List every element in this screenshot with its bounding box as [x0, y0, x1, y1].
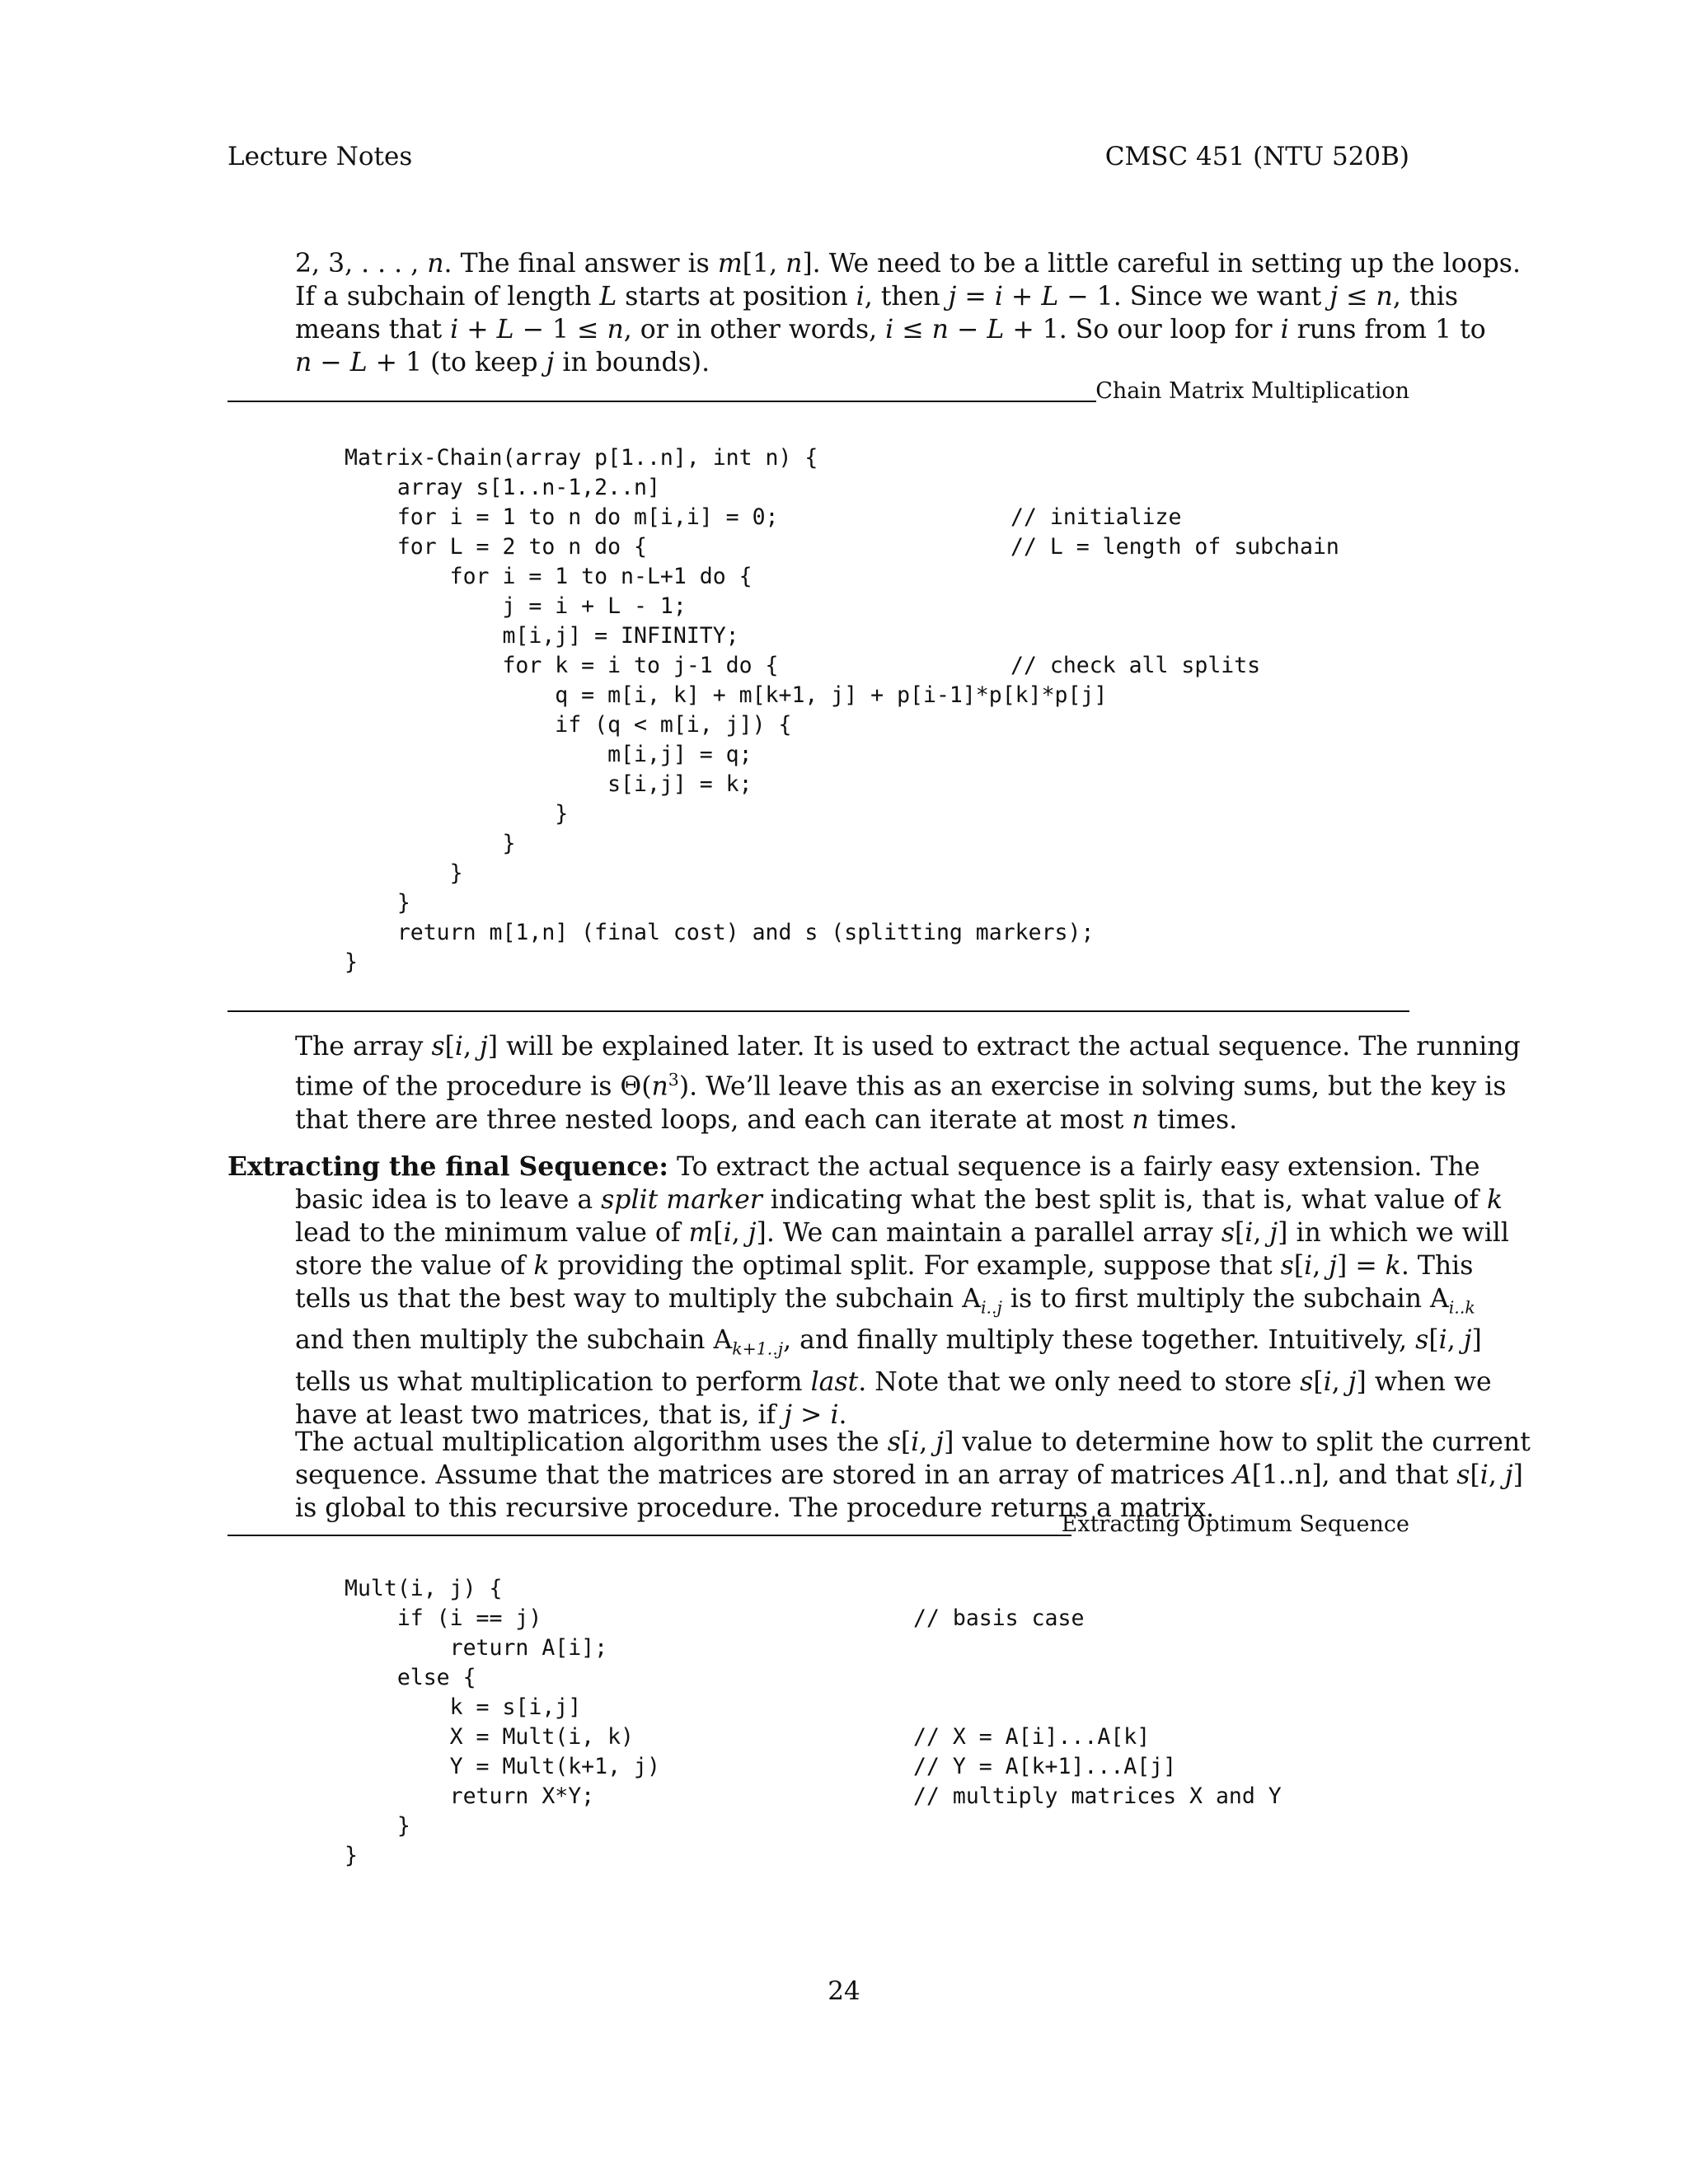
header-right: CMSC 451 (NTU 520B) — [1104, 142, 1409, 171]
code-line: s[i,j] = k; — [345, 771, 753, 797]
code-comment: // initialize — [1010, 504, 1182, 530]
header-left: Lecture Notes — [227, 142, 413, 171]
code-line: m[i,j] = q; — [345, 742, 753, 767]
intro-line-2: If a subchain of length L starts at position i, then j = i + L − 1. Since we want j ≤ n, this — [295, 282, 1459, 312]
code-comment: // check all splits — [1010, 653, 1261, 678]
page-number: 24 — [828, 1976, 860, 2006]
multiplication-line-2: sequence. Assume that the matrices are stored in an array of matrices A[1..n], and that s[i, j] — [295, 1460, 1523, 1490]
extracting-section-first-line — [227, 1151, 1480, 1183]
multiplication-line-1: The actual multiplication algorithm uses the s[i, j] value to determine how to split the current — [295, 1427, 1531, 1457]
code-line: } — [345, 860, 463, 886]
code-line: j = i + L - 1; — [345, 593, 687, 619]
code-comment: // Y = A[k+1]...A[j] — [913, 1754, 1177, 1779]
extracting-line-8: have at least two matrices, that is, if j > i. — [295, 1399, 847, 1430]
code-line: q = m[i, k] + m[k+1, j] + p[i-1]*p[k]*p[j] — [345, 682, 1108, 708]
code-line: Mult(i, j) { — [345, 1576, 503, 1601]
code-line: else { — [345, 1665, 476, 1690]
code-line: m[i,j] = INFINITY; — [345, 623, 739, 649]
running-time-line-1: The array s[i, j] will be explained later. It is used to extract the actual sequence. The running — [295, 1032, 1521, 1062]
code-comment: // L = length of subchain — [1010, 534, 1339, 560]
code-line: return A[i]; — [345, 1635, 608, 1661]
code-block-2-caption: Extracting Optimum Sequence — [1061, 1511, 1409, 1537]
code-comment: // basis case — [913, 1605, 1085, 1631]
code-line: } — [345, 831, 516, 856]
intro-paragraph — [295, 247, 1521, 379]
code-comment: // multiply matrices X and Y — [913, 1783, 1282, 1809]
code-line: for i = 1 to n-L+1 do { — [345, 564, 753, 589]
code-line: for k = i to j-1 do { — [345, 653, 779, 678]
code-block-1-bottom-rule — [227, 1010, 1409, 1012]
extracting-line-2: basic idea is to leave a split marker indicating what the best split is, that is, what value of k — [295, 1185, 1503, 1215]
code-block-1-top-rule — [227, 401, 1096, 402]
code-line: array s[1..n-1,2..n] — [345, 475, 660, 500]
running-time-line-3: that there are three nested loops, and each can iterate at most n times. — [295, 1104, 1238, 1135]
extracting-heading: Extracting the final Sequence: — [227, 1151, 669, 1182]
code-line: } — [345, 890, 410, 916]
intro-line-3: means that i + L − 1 ≤ n, or in other words, i ≤ n − L + 1. So our loop for i runs from 1 to — [295, 315, 1486, 344]
extracting-line-1: To extract the actual sequence is a fairly easy extension. The — [677, 1152, 1480, 1182]
code-line: } — [345, 1813, 410, 1839]
code-block-1-caption: Chain Matrix Multiplication — [1095, 378, 1409, 404]
code-line: for L = 2 to n do { — [345, 534, 647, 560]
code-block-2-top-rule — [227, 1535, 1071, 1536]
extracting-line-5: tells us that the best way to multiply the subchain $A_{i..j}$ is to first multiply the subchain $A_{i..k}$ — [295, 1284, 1475, 1318]
extracting-line-3: lead to the minimum value of m[i, j]. We can maintain a parallel array s[i, j] in which we will — [295, 1218, 1509, 1248]
intro-line-1: 2, 3, . . . , n. The final answer is m[1, n]. We need to be a little careful in setting up the loops. — [295, 249, 1521, 279]
code-comment: // X = A[i]...A[k] — [913, 1724, 1151, 1750]
extracting-first-line — [227, 1151, 1480, 1183]
running-time-line-2: time of the procedure is $\Theta(n^3)$. We’ll leave this as an exercise in solving sums, but the key is — [295, 1070, 1507, 1102]
code-line: return m[1,n] (final cost) and s (splitting markers); — [345, 920, 1095, 945]
code-line: } — [345, 801, 569, 827]
code-line: Matrix-Chain(array p[1..n], int n) { — [345, 445, 818, 471]
multiplication-paragraph — [295, 1426, 1531, 1525]
code-line: return X*Y; — [345, 1783, 595, 1809]
code-line: if (q < m[i, j]) { — [345, 712, 792, 738]
code-line: } — [345, 949, 358, 975]
extracting-line-6: and then multiply the subchain $A_{k+1..j}$, and finally multiply these together. Intuitively, s[i, j] — [295, 1325, 1482, 1359]
code-line: Y = Mult(k+1, j) — [345, 1754, 660, 1779]
extracting-line-7: tells us what multiplication to perform last. Note that we only need to store s[i, j] when we — [295, 1366, 1492, 1397]
extracting-line-4: store the value of k providing the optimal split. For example, suppose that s[i, j] = k. This — [295, 1251, 1474, 1281]
code-line: if (i == j) — [345, 1605, 542, 1631]
intro-line-4: n − L + 1 (to keep j in bounds). — [295, 348, 710, 377]
multiplication-line-3: is global to this recursive procedure. The procedure returns a matrix. — [295, 1493, 1215, 1523]
code-line: for i = 1 to n do m[i,i] = 0; — [345, 504, 779, 530]
code-line: } — [345, 1843, 358, 1868]
code-line: k = s[i,j] — [345, 1694, 582, 1720]
running-time-paragraph — [295, 1030, 1521, 1137]
code-line: X = Mult(i, k) — [345, 1724, 634, 1750]
extracting-paragraph — [295, 1183, 1509, 1432]
